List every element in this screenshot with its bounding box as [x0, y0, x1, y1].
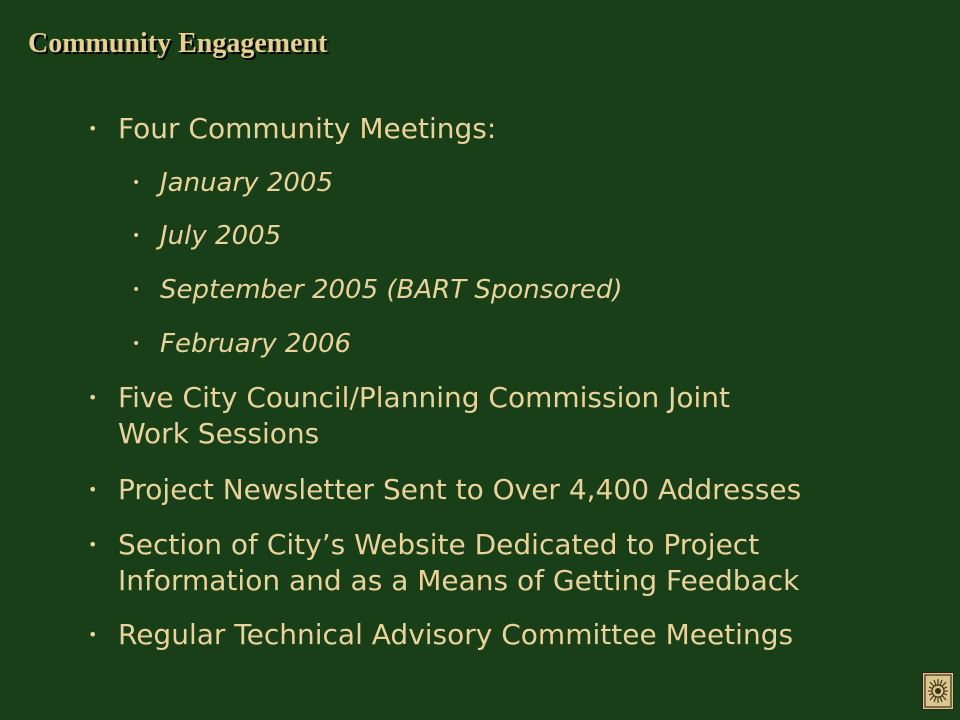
- sub-bullet-text: July 2005: [160, 221, 282, 251]
- bullet-text-line-1: Five City Council/Planning Commission Joint: [118, 381, 731, 414]
- bullet-text-line-2: Work Sessions: [118, 417, 320, 450]
- bullet-text: Four Community Meetings:: [118, 112, 497, 145]
- bullet-dot-icon: •: [88, 388, 98, 407]
- sub-bullet-january-2005: [132, 166, 333, 200]
- sub-bullet-september-2005: [132, 273, 623, 307]
- slide-title: Community Engagement: [28, 28, 328, 59]
- bullet-dot-icon: •: [88, 480, 98, 499]
- sub-bullet-text: February 2006: [160, 329, 352, 359]
- bullet-text-line-2: Information and as a Means of Getting Feedback: [118, 564, 800, 597]
- bullet-joint-work-sessions: [88, 380, 731, 452]
- bullet-text: Project Newsletter Sent to Over 4,400 Addresses: [118, 473, 802, 506]
- bullet-dot-icon: •: [132, 336, 141, 352]
- bullet-dot-icon: •: [132, 175, 141, 191]
- bullet-dot-icon: •: [88, 535, 98, 554]
- bullet-dot-icon: •: [132, 228, 141, 244]
- bullet-text: Regular Technical Advisory Committee Meetings: [118, 618, 794, 651]
- bullet-dot-icon: •: [132, 282, 141, 298]
- bullet-project-newsletter: [88, 472, 802, 508]
- bullet-dot-icon: •: [88, 625, 98, 644]
- bullet-four-community-meetings: [88, 111, 497, 147]
- sub-bullet-text: January 2005: [160, 168, 333, 198]
- sub-bullet-july-2005: [132, 219, 282, 253]
- sub-bullet-text: September 2005 (BART Sponsored): [160, 275, 623, 305]
- bullet-technical-advisory: [88, 617, 794, 653]
- sunburst-logo-icon: [922, 672, 954, 710]
- bullet-city-website: [88, 527, 800, 599]
- bullet-dot-icon: •: [88, 119, 98, 138]
- bullet-text-line-1: Section of City’s Website Dedicated to Project: [118, 528, 760, 561]
- sub-bullet-february-2006: [132, 327, 352, 361]
